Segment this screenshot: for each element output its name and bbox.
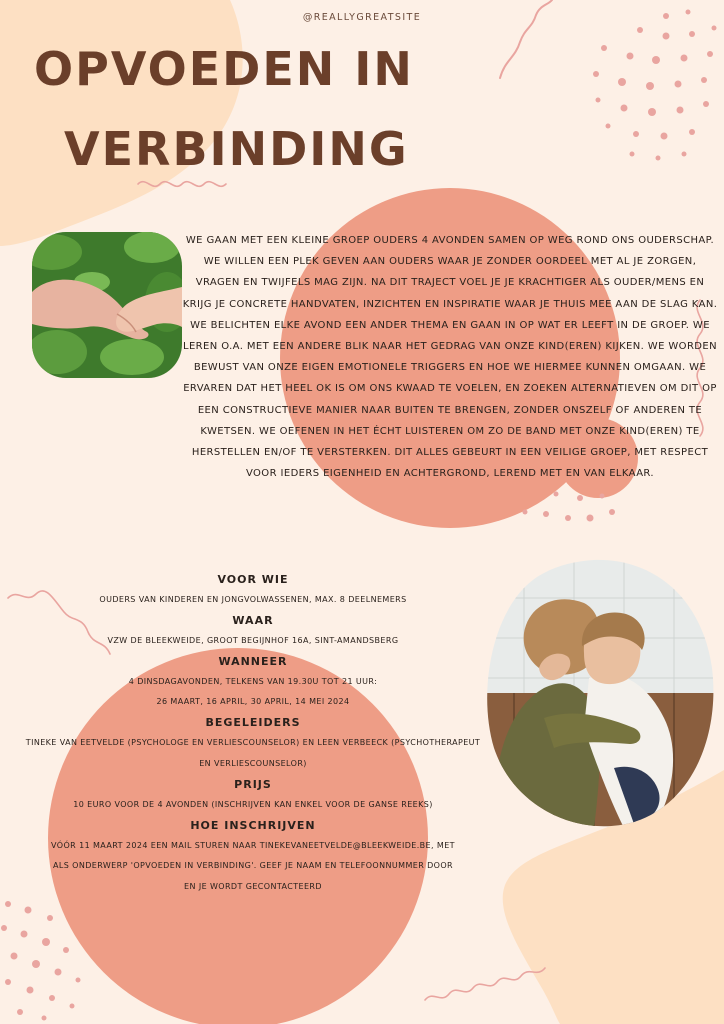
page-title-line2: VERBINDING [64,122,409,176]
intro-paragraph-1: WE GAAN MET EEN KLEINE GROEP OUDERS 4 AVONDEN SAMEN OP WEG ROND ONS OUDERSCHAP. WE WILLEN EEN PLEK GEVEN AAN OUDERS WAAR JE ZONDER OORDEEL MET AL JE ZORGEN, VRAGEN EN TWIJFELS MAG ZIJN. NA DIT TRAJECT VOEL JE JE KRACHTIGER ALS OUDER/MENS EN KRIJG JE CONCRETE HANDVATEN, INZICHTEN EN INSPIRATIE WAAR JE THUIS MEE AAN DE SLAG KAN. [182,235,718,310]
waar-heading: WAAR [232,613,274,627]
begeleiders-text: TINEKE VAN EETVELDE (PSYCHOLOGE EN VERLIESCOUNSELOR) EN LEEN VERBEECK (PSYCHOTHERAPEUT EN VERLIESCOUNSELOR) [25,738,481,768]
begeleiders-heading: BEGELEIDERS [205,716,301,730]
voor-wie-text: OUDERS VAN KINDEREN EN JONGVOLWASSENEN, MAX. 8 DEELNEMERS [99,595,407,604]
dots-top-right [593,10,717,161]
voor-wie-heading: VOOR WIE [217,573,289,586]
waar-text: VZW DE BLEEKWEIDE, GROOT BEGIJNHOF 16A, SINT-AMANDSBERG [107,635,399,645]
website-handle: @REALLYGREATSITE [302,12,422,23]
page-title-line1: OPVOEDEN IN [34,42,414,96]
prijs-text: 10 EURO VOOR DE 4 AVONDEN (INSCHRIJVEN KAN ENKEL VOOR DE GANSE REEKS) [73,799,433,809]
intro-paragraph-2: WE BELICHTEN ELKE AVOND EEN ANDER THEMA EN GAAN IN OP WAT ER LEEFT IN DE GROEP. WE LEREN O.A. MET EEN ANDERE BLIK NAAR HET GEDRAG VAN ONZE KIND(EREN) KIJKEN. WE WORDEN BEWUST VAN ONZE EIGEN EMOTIONELE TRIGGERS EN HOE WE HIERMEE KUNNEN OMGAAN. WE ERVAREN DAT HET HEEL OK IS OM ONS KWAAD TE VOELEN, EN ZOEKEN ALTERNATIEVEN OM DIT OP EEN CONSTRUCTIEVE MANIER NAAR BUITEN TE BRENGEN, ZONDER ONSZELF OF ANDEREN TE KWETSEN. WE OEFENEN IN HET ÉCHT LUISTEREN OM ZO DE BAND MET ONZE KIND(EREN) TE HERSTELLEN EN/OF TE VERSTERKEN. DIT ALLES GEBEURT IN EEN VEILIGE GROEP, MET RESPECT VOOR IEDERS EIGENHEID EN ACHTERGROND, LEREND MET EN VAN ELKAAR. [182,319,717,480]
prijs-heading: PRIJS [234,777,272,791]
squiggle-bottom [425,968,545,1000]
hug-photo [484,558,714,828]
inschrijven-text: VÓÓR 11 MAART 2024 EEN MAIL STUREN NAAR TINEKEVANEETVELDE@BLEEKWEIDE.BE, MET ALS ONDERWERP 'OPVOEDEN IN VERBINDING'. GEEF JE NAAM EN TELEFOONNUMMER DOOR EN JE WORDT GECONTACTEERD [51,840,455,892]
hands-photo [32,232,182,378]
info-section [20,570,486,898]
wanneer-heading: WANNEER [218,654,288,668]
intro-text [180,230,720,484]
wanneer-line-2: 26 MAART, 16 APRIL, 30 APRIL, 14 MEI 2024 [156,697,350,707]
inschrijven-heading: HOE INSCHRIJVEN [190,818,316,832]
wanneer-line-1: 4 DINSDAGAVONDEN, TELKENS VAN 19.30U TOT 21 UUR: [128,676,378,686]
